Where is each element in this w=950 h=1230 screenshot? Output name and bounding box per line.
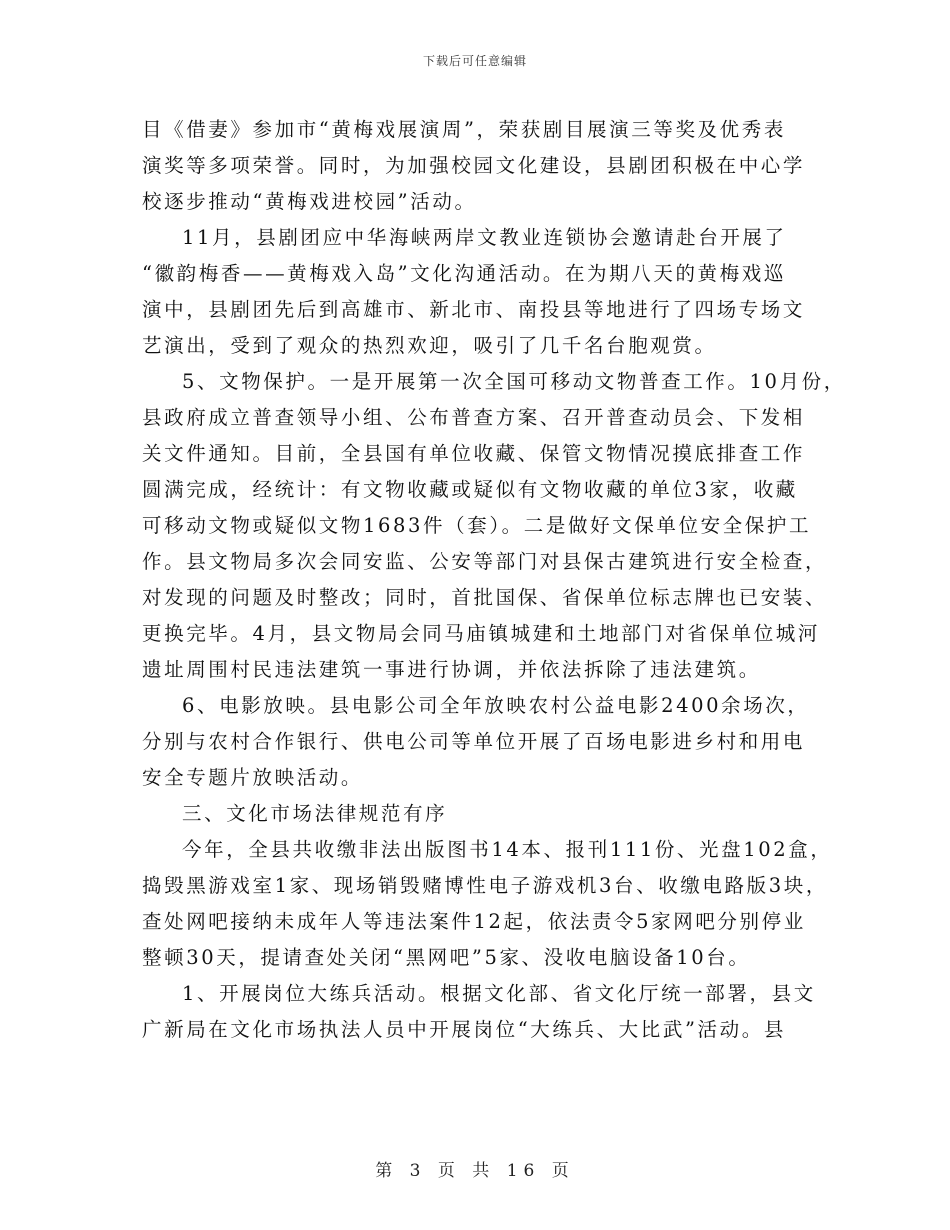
text-line: 5、文物保护。一是开展第一次全国可移动文物普查工作。10月份，	[182, 370, 846, 393]
text-line: 演中，县剧团先后到高雄市、新北市、南投县等地进行了四场专场文	[142, 298, 806, 321]
text-line: 作。县文物局多次会同安监、公安等部门对县保古建筑进行安全检查，	[142, 550, 828, 573]
text-line: 遗址周围村民违法建筑一事进行协调，并依法拆除了违法建筑。	[142, 658, 761, 681]
text-line: 可移动文物或疑似文物1683件（套）。二是做好文保单位安全保护工	[142, 514, 812, 537]
text-line: 捣毁黑游戏室1家、现场销毁赌博性电子游戏机3台、收缴电路版3块，	[142, 874, 828, 897]
text-line: 圆满完成，经统计：有文物收藏或疑似有文物收藏的单位3家，收藏	[142, 478, 798, 501]
text-line: 查处网吧接纳未成年人等违法案件12起，依法责令5家网吧分别停业	[142, 910, 806, 933]
page-header: 下载后可任意编辑	[422, 54, 527, 68]
text-line: 11月，县剧团应中华海峡两岸文教业连锁协会邀请赴台开展了	[182, 226, 787, 249]
section-heading: 三、文化市场法律规范有序	[182, 802, 448, 825]
text-line: 关文件通知。目前，全县国有单位收藏、保管文物情况摸底排查工作	[142, 442, 806, 465]
text-line: 分别与农村合作银行、供电公司等单位开展了百场电影进乡村和用电	[142, 730, 806, 753]
text-line: 目《借妻》参加市“黄梅戏展演周”，荣获剧目展演三等奖及优秀表	[142, 118, 786, 141]
text-line: 演奖等多项荣誉。同时，为加强校园文化建设，县剧团积极在中心学	[142, 154, 806, 177]
text-line: 6、电影放映。县电影公司全年放映农村公益电影2400余场次，	[182, 694, 810, 717]
text-line: 艺演出，受到了观众的热烈欢迎，吸引了几千名台胞观赏。	[142, 334, 717, 357]
text-line: 整顿30天，提请查处关闭“黑网吧”5家、没收电脑设备10台。	[142, 946, 751, 969]
text-line: 安全专题片放映活动。	[142, 766, 364, 789]
text-line: 更换完毕。4月，县文物局会同马庙镇城建和土地部门对省保单位城河	[142, 622, 821, 645]
page-number-footer: 第 3 页 共 16 页	[375, 1161, 575, 1181]
text-line: “徽韵梅香——黄梅戏入岛”文化沟通活动。在为期八天的黄梅戏巡	[142, 262, 786, 285]
text-line: 今年，全县共收缴非法出版图书14本、报刊111份、光盘102盒，	[182, 838, 833, 861]
text-line: 1、开展岗位大练兵活动。根据文化部、省文化厅统一部署，县文	[182, 982, 816, 1005]
text-line: 对发现的问题及时整改；同时，首批国保、省保单位标志牌也已安装、	[142, 586, 828, 609]
text-line: 广新局在文化市场执法人员中开展岗位“大练兵、大比武”活动。县	[142, 1018, 786, 1041]
text-line: 校逐步推动“黄梅戏进校园”活动。	[142, 190, 477, 213]
document-body	[142, 112, 846, 1048]
text-line: 县政府成立普查领导小组、公布普查方案、召开普查动员会、下发相	[142, 406, 806, 429]
